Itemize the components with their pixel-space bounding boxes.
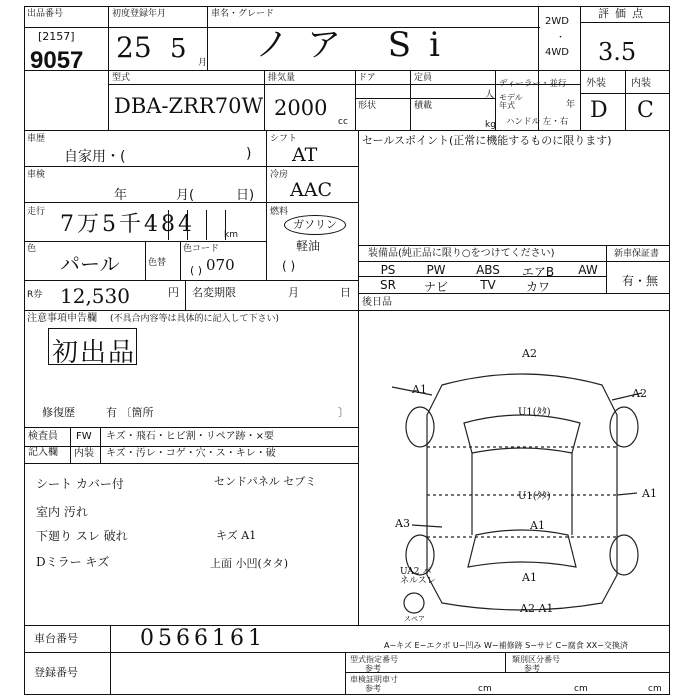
mark-a3: A3 [395,517,410,530]
mark-u1-roof: U1(ﾀﾀ) [518,407,551,418]
chassis-value: 0566161 [140,626,266,651]
type-label: 型式 [112,73,131,83]
fuel-label: 燃料 [270,207,289,217]
equipment-label: 装備品(純正品に限り○をつけてください) [368,248,555,259]
cm-unit-1: cm [478,684,492,694]
mileage-unit: km [224,230,238,240]
ac-value: AAC [290,179,332,201]
color-change-label: 色替 [148,258,167,268]
eval-score: 3.5 [598,38,637,66]
inspect-day: 日) [236,188,255,203]
yen-unit: 円 [168,286,179,299]
lot-label: 出品番号 [27,9,64,19]
cm-unit-2: cm [574,684,588,694]
drive-4wd: 4WD [545,47,569,58]
class-sub: 参考 [524,664,540,673]
mark-a2-right: A2 [632,387,647,400]
person-unit: 人 [485,90,495,100]
history-close: ) [246,146,252,162]
spare-label: スペア [404,615,425,623]
repair-close: 〕 [338,406,349,419]
equip-sr: SR [380,278,396,292]
inspect-label: 車検 [27,170,46,180]
warranty-month: 月 [288,286,299,299]
damage-legend: A−キズ E−エクボ U−凹み W−補修跡 S−サビ C−腐食 XX−交換済 [384,641,628,650]
disp-label: 排気量 [268,73,296,83]
reg-month: 5 [170,34,187,64]
mileage-digit-boxes [168,210,244,240]
model-year-label: モデル年式 [499,93,523,110]
inspect-month: 月( [176,188,195,203]
color-value: パール [60,252,120,276]
cert-sub: 参考 [365,684,381,693]
shift-value: AT [292,144,318,166]
mark-a1-gate: A1 [530,519,545,532]
handle-label: ハンドル 左・右 [506,117,569,127]
sales-label: セールスポイント(正常に機能するものに限ります) [362,134,612,147]
fuel-paren: ( ) [282,259,296,273]
fuel-alt: 軽油 [296,239,321,253]
mark-a1-left: A1 [412,383,427,396]
equip-ps: PS [380,263,396,277]
ext-label: 外装 [586,78,606,89]
equip-abs: ABS [476,263,500,277]
fw-label: FW [76,431,92,442]
eval-label: 評価点 [598,7,649,20]
type-value: DBA-ZRR70W [114,94,264,118]
color-code-label: 色コード [183,244,220,254]
new-warranty-value: 有・無 [622,274,659,288]
type-spec-sub: 参考 [365,664,381,673]
equip-aw: AW [578,263,598,277]
lot-sub-number: [2157] [38,30,75,43]
mark-u1-rear: U1(ﾀﾀ) [518,491,551,502]
inspector-label: 検査員 [28,431,58,442]
int-items: キズ・汚レ・コゲ・穴・ス・キレ・破 [106,448,276,459]
cert-label: 車検証明車寸 [350,675,398,684]
fuel-value: ガソリン [284,215,346,235]
equip-leather: カワ [525,280,550,294]
first-listing-stamp: 初出品 [52,338,137,368]
reg-year: 25 [116,31,152,64]
equip-airbag: エアB [521,265,555,279]
note-line4-right: 上面 小凹(タタ) [210,557,289,570]
cm-unit-3: cm [648,684,662,694]
class-label: 類別区分番号 [512,655,560,664]
mark-ua2: UA2 パネルスレ [400,567,436,586]
inspector-label-2: 記入欄 [28,447,58,458]
color-code-paren: ( ) [190,264,203,277]
drive-dot: ・ [556,33,566,43]
notes-sub: (不具合内容等は具体的に記入して下さい) [110,314,280,324]
mark-a1-bumper: A1 [522,571,537,584]
reg-label: 初度登録年月 [112,9,167,19]
equip-pw: PW [426,263,446,277]
note-line1-right: センドパネル セブミ [214,475,317,488]
equip-navi: ナビ [423,280,448,294]
note-line3-left: 下廻り スレ 破れ [36,529,128,543]
recycle-value: 12,530 [60,284,130,308]
mileage-value: 7万5千484 [60,212,195,237]
cap-label: 定員 [414,73,433,83]
lot-number: 9057 [30,47,84,74]
color-label: 色 [27,244,37,254]
type-spec-label: 型式指定番号 [350,655,398,664]
dealer-label: ディーラー・並行 [499,79,567,89]
ac-label: 冷房 [270,170,289,180]
history-label: 車歴 [27,134,46,144]
disp-unit: cc [338,117,348,127]
repair-label: 修復歴 [42,406,75,419]
kg-unit: kg [485,120,496,130]
mark-a2-a1-bottom: A2 A1 [520,602,554,615]
note-line4-left: Dミラー キズ [36,555,110,569]
note-line3-right: キズ A1 [216,529,257,542]
drive-2wd: 2WD [545,16,569,27]
shape-label: 形状 [358,101,377,111]
load-label: 積載 [414,101,433,111]
reg-number-label: 登録番号 [34,666,78,679]
fw-items: キズ・飛石・ヒビ割・リペア跡・×要 [106,431,274,442]
model-label: 車名・グレード [211,9,275,19]
shift-label: シフト [270,134,298,144]
note-line1-left: シート カバー付 [36,477,124,491]
history-value: 自家用・( [64,149,126,165]
warranty-label: 名変期限 [192,286,236,299]
disp-value: 2000 [274,96,328,120]
int-grade: C [637,98,654,123]
int-label: 内装 [631,78,651,89]
retrofit-label: 後日品 [362,297,392,308]
ext-grade: D [590,98,608,123]
mark-a1-side: A1 [642,487,657,500]
equip-tv: TV [480,278,496,292]
model-value: ノア Si [255,25,458,65]
note-line2-left: 室内 汚れ [36,505,88,519]
year-unit: 年 [566,100,576,110]
mark-a2-top: A2 [522,347,537,360]
new-warranty-label: 新車保証書 [614,249,660,259]
month-unit: 月 [198,58,208,68]
color-code-value: 070 [206,256,235,274]
door-label: ドア [358,73,376,83]
chassis-label: 車台番号 [34,632,78,645]
warranty-day: 日 [340,286,351,299]
notes-label: 注意事項申告欄 [27,313,97,324]
inspect-year: 年 [114,188,128,203]
repair-value: 有 〔箇所 [106,406,154,419]
recycle-label: R券 [27,290,43,300]
mileage-label: 走行 [27,207,46,217]
int-items-label: 内装 [74,448,94,459]
